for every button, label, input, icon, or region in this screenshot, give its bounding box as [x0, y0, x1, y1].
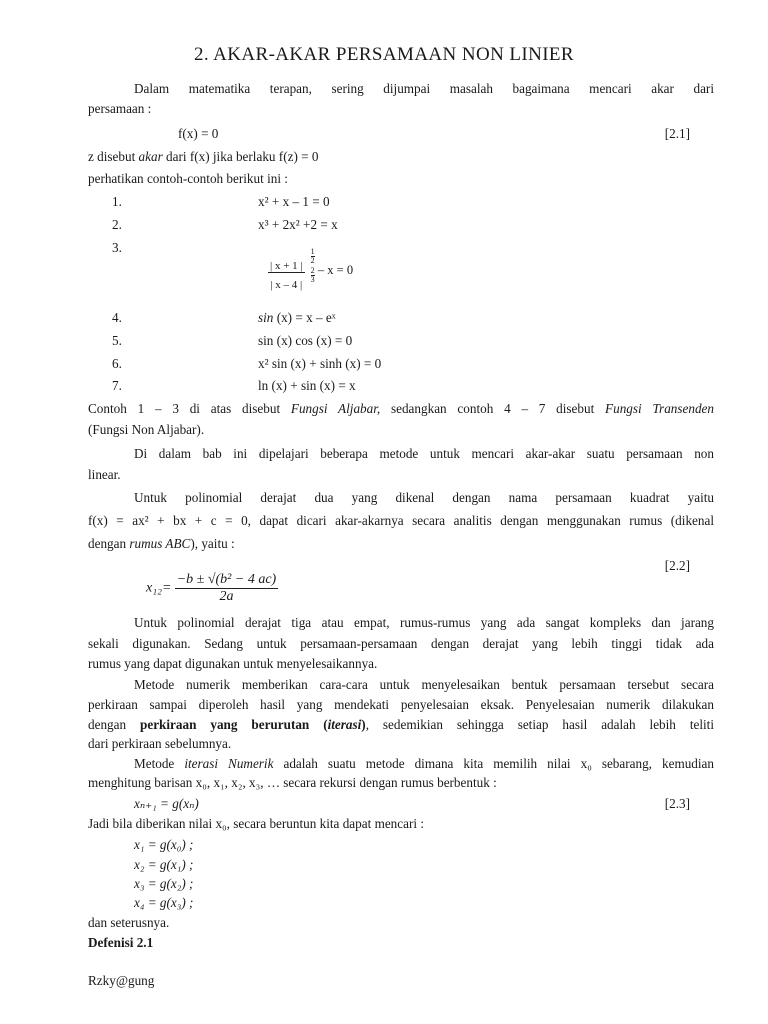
example-number: 7.	[112, 378, 122, 393]
iteration-step: x₁ = g(x₀) ;	[134, 837, 194, 852]
higher-degree-line-2: sekali digunakan. Sedang untuk persamaan-persamaan dengan derajat yang lebih tinggi tidak ada	[88, 636, 714, 651]
numeric-method-line-2: perkiraan sampai diperoleh hasil yang mendekati penyelesaian eksak. Penyelesaian numerik dilakukan	[88, 697, 714, 712]
chapter-scope-line-2: linear.	[88, 467, 121, 482]
equation-2-3: xₙ₊₁ = g(xₙ)	[134, 796, 199, 811]
function-classes-line-2: (Fungsi Non Aljabar).	[88, 422, 205, 437]
example-equation-2: x³ + 2x² +2 = x	[258, 217, 338, 232]
example-number: 1.	[112, 194, 122, 209]
definition-heading: Defenisi 2.1	[88, 935, 154, 950]
example-equation-4: sin (x) = x – eˣ	[258, 310, 336, 325]
numeric-method-line-4: dari perkiraan sebelumnya.	[88, 736, 232, 751]
footer-author: Rzky@gung	[88, 973, 155, 988]
iteration-step: x₃ = g(x₂) ;	[134, 876, 194, 891]
example-number: 4.	[112, 310, 122, 325]
iteration-step: x₂ = g(x₁) ;	[134, 857, 194, 872]
numeric-method-line-3: dengan perkiraan yang berurutan (iterasi), sedemikian sehingga setiap hasil adalah lebih teliti	[88, 717, 714, 732]
intro-line-1: Dalam matematika terapan, sering dijumpai masalah bagaimana mencari akar dari	[134, 81, 714, 96]
higher-degree-line-3: rumus yang dapat digunakan untuk menyelesaikannya.	[88, 656, 378, 671]
iteration-line-2: menghitung barisan x₀, x₁, x₂, x₃, … secara rekursi dengan rumus berbentuk :	[88, 775, 497, 790]
example-number: 6.	[112, 356, 122, 371]
examples-intro: perhatikan contoh-contoh berikut ini :	[88, 171, 288, 186]
higher-degree-line-1: Untuk polinomial derajat tiga atau empat, rumus-rumus yang ada sangat kompleks dan jarang	[134, 615, 714, 630]
page-title: 2. AKAR-AKAR PERSAMAAN NON LINIER	[193, 44, 575, 65]
equation-2-1: f(x) = 0	[178, 126, 219, 141]
abc-formula: x₁₂= $\frac{\text{−b ± √(b² − 4 ac)}}{2a}$	[146, 572, 277, 604]
example-equation-3: | x + 1 | 1 2 | x – 4 | 2 3 – x = 0	[270, 247, 354, 291]
example-number: 3.	[112, 240, 122, 255]
function-classes-line-1: Contoh 1 – 3 di atas disebut Fungsi Aljabar, sedangkan contoh 4 – 7 disebut Fungsi Transenden	[88, 401, 714, 416]
chapter-scope-line-1: Di dalam bab ini dipelajari beberapa metode untuk mencari akar-akar suatu persamaan non	[134, 446, 714, 461]
example-equation-7: ln (x) + sin (x) = x	[258, 378, 356, 393]
example-equation-5: sin (x) cos (x) = 0	[258, 333, 353, 348]
example-number: 5.	[112, 333, 122, 348]
quadratic-line-1: Untuk polinomial derajat dua yang dikenal dengan nama persamaan kuadrat yaitu	[134, 490, 714, 505]
and-so-on: dan seterusnya.	[88, 915, 170, 930]
intro-line-2: persamaan :	[88, 101, 152, 116]
example-equation-6: x² sin (x) + sinh (x) = 0	[258, 356, 382, 371]
iteration-line-1: Metode iterasi Numerik adalah suatu metode dimana kita memilih nilai x₀ sebarang, kemudian	[134, 756, 714, 771]
numeric-method-line-1: Metode numerik memberikan cara-cara untuk menyelesaikan bentuk persamaan tersebut secara	[134, 677, 714, 692]
iteration-step: x₄ = g(x₃) ;	[134, 895, 194, 910]
iteration-intro: Jadi bila diberikan nilai x₀, secara beruntun kita dapat mencari :	[88, 816, 424, 831]
equation-tag-2-1: [2.1]	[664, 126, 690, 141]
quadratic-line-2: f(x) = ax² + bx + c = 0, dapat dicari akar-akarnya secara analitis dengan menggunakan rumus (dikenal	[88, 513, 714, 528]
root-definition: z disebut akar dari f(x) jika berlaku f(z) = 0	[88, 149, 319, 164]
quadratic-line-3: dengan rumus ABC), yaitu :	[88, 536, 235, 551]
example-equation-1: x² + x – 1 = 0	[258, 194, 330, 209]
equation-tag-2-3: [2.3]	[664, 796, 690, 811]
example-number: 2.	[112, 217, 122, 232]
equation-tag-2-2: [2.2]	[664, 558, 690, 573]
